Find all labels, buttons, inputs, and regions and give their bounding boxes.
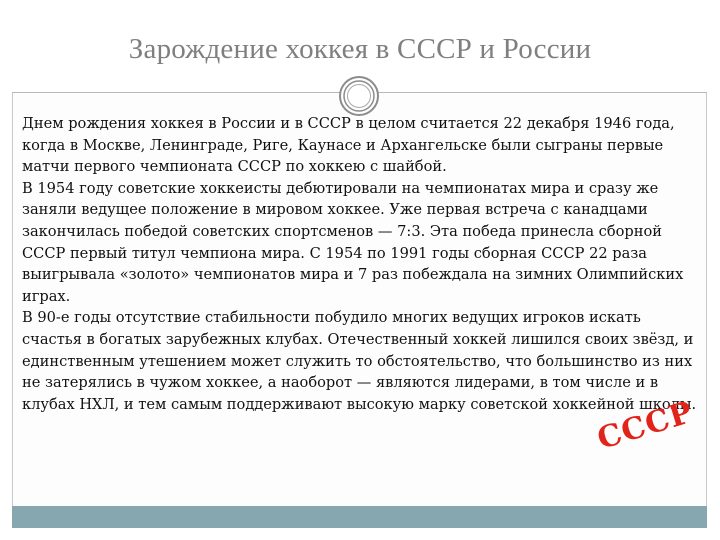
paragraph-2: В 1954 году советские хоккеисты дебютировали на чемпионатах мира и сразу же заняли ведущее положение в мировом хоккее. Уже первая встреча с канадцами закончилась победой советских спортсменов — 7:3. Эта победа принесла сборной СССР первый титул чемпиона мира. С 1954 по 1991 годы сборная СССР 22 раза выигрывала «золото» чемпионатов мира и 7 раз побеждала на зимних Олимпийских играх.	[22, 179, 684, 305]
paragraph-3: В 90-е годы отсутствие стабильности побудило многих ведущих игроков искать счастья в богатых зарубежных клубах. Отечественный хоккей лишился своих звёзд, и единственным утешением может служить то обстоятельство, что большинство из них не затерялись в чужом хоккее, а наоборот — являются лидерами, в том числе и в клубах НХЛ, и тем самым поддерживают высокую марку советской хоккейной школы.	[22, 309, 697, 413]
paragraph-1: Днем рождения хоккея в России и в СССР в целом считается 22 декабря 1946 года, когда в Москве, Ленинграде, Риге, Каунасе и Архангельске были сыграны первые матчи первого чемпионата СССР по хоккею с шайбой.	[22, 115, 675, 176]
body-text	[22, 113, 700, 415]
ring-emblem-icon	[338, 75, 380, 117]
ussr-stamp: СССР	[593, 394, 698, 457]
slide-title: Зарождение хоккея в СССР и России	[128, 33, 592, 65]
footer-bar	[12, 506, 707, 528]
